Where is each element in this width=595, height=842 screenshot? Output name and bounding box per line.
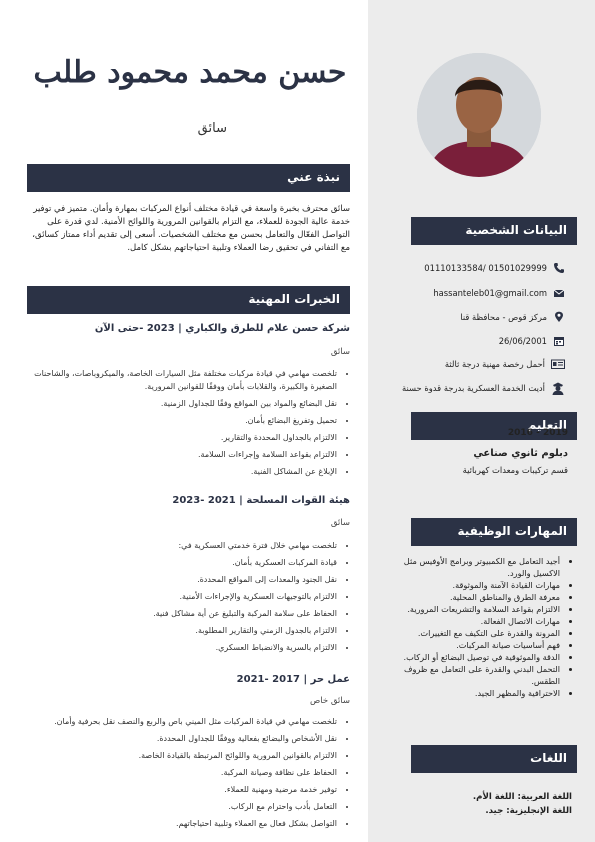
military-icon bbox=[551, 381, 565, 395]
education-degree: دبلوم ثانوي صناعي bbox=[473, 448, 568, 459]
list-item: • المرونة والقدرة على التكيف مع التغييرات. bbox=[380, 627, 560, 639]
job-role: سائق خاص bbox=[310, 696, 350, 706]
list-item: • معرفة الطرق والمناطق المحلية. bbox=[380, 591, 560, 603]
job-role: سائق bbox=[330, 518, 350, 528]
list-item: • تلخصت مهامي في قيادة المركبات مثل الميني باص والربع والنصف نقل بحرفية وأمان. bbox=[25, 716, 337, 729]
location-icon bbox=[553, 311, 565, 323]
email-row bbox=[385, 287, 565, 299]
list-item: • قيادة المركبات العسكرية بأمان. bbox=[25, 557, 337, 570]
list-item: • نقل البضائع والمواد بين المواقع وفقًا للجداول الزمنية. bbox=[25, 398, 337, 411]
birth-text: 26/06/2001 bbox=[498, 336, 547, 346]
language-item: اللغة الإنجليزية: جيد. bbox=[485, 806, 572, 816]
list-item: • التعامل بأدب واحترام مع الركاب. bbox=[25, 801, 337, 814]
personal-info-title: البيانات الشخصية bbox=[411, 217, 577, 245]
list-item: • الالتزام بالقوانين المرورية واللوائح المرتبطة بالقيادة الخاصة. bbox=[25, 750, 337, 763]
list-item: • تلخصت مهامي خلال فترة خدمتي العسكرية في: bbox=[25, 540, 337, 553]
list-item: • الاحترافية والمظهر الجيد. bbox=[380, 687, 560, 699]
address-row bbox=[385, 311, 565, 323]
phone-text: 01110133584/ 01501029999 bbox=[424, 263, 547, 273]
languages-title: اللغات bbox=[411, 745, 577, 773]
full-name: حسن محمد محمود طلب bbox=[33, 55, 347, 90]
list-item: • الحفاظ على نظافة وصيانة المركبة. bbox=[25, 767, 337, 780]
experience-title: الخبرات المهنية bbox=[27, 286, 350, 314]
skills-list bbox=[380, 555, 570, 699]
list-item: • فهم أساسيات صيانة المركبات. bbox=[380, 639, 560, 651]
license-icon bbox=[551, 358, 565, 370]
list-item: • نقل الجنود والمعدات إلى المواقع المحددة. bbox=[25, 574, 337, 587]
phone-icon bbox=[553, 262, 565, 274]
military-row bbox=[385, 381, 565, 395]
job-duties bbox=[25, 368, 337, 483]
list-item: • الدقة والموثوقية في توصيل البضائع أو الركاب. bbox=[380, 651, 560, 663]
list-item: • تحميل وتفريغ البضائع بأمان. bbox=[25, 415, 337, 428]
skills-title: المهارات الوظيفية bbox=[411, 518, 577, 546]
list-item: • الالتزام بقواعد السلامة والتشريعات المرورية. bbox=[380, 603, 560, 615]
list-item: • التواصل بشكل فعال مع العملاء وتلبية احتياجاتهم. bbox=[25, 818, 337, 831]
job-role: سائق bbox=[330, 347, 350, 357]
job-duties bbox=[25, 540, 337, 659]
calendar-icon bbox=[553, 335, 565, 347]
address-text: مركز قوص - محافظة قنا bbox=[460, 312, 547, 322]
languages-list bbox=[473, 790, 572, 818]
email-icon bbox=[553, 287, 565, 299]
list-item: • الالتزام بالجدول الزمني والتقارير المطلوبة. bbox=[25, 625, 337, 638]
education-years: 2016 - 2019 bbox=[507, 428, 568, 438]
job-title: سائق bbox=[197, 121, 227, 136]
list-item: • الحفاظ على سلامة المركبة والتبليغ عن أية مشاكل فنية. bbox=[25, 608, 337, 621]
list-item: • مهارات الاتصال الفعالة. bbox=[380, 615, 560, 627]
military-text: أديت الخدمة العسكرية بدرجة قدوة حسنة bbox=[402, 383, 545, 393]
list-item: • الالتزام بالتوجيهات العسكرية والإجراءات الأمنية. bbox=[25, 591, 337, 604]
job-heading: هيئة القوات المسلحة | 2021 -2023 bbox=[172, 495, 350, 506]
phone-row bbox=[385, 262, 565, 274]
job-heading: عمل حر | 2017 -2021 bbox=[236, 674, 350, 685]
list-item: • أجيد التعامل مع الكمبيوتر وبرامج الأوفيس مثل الاكسيل والورد. bbox=[380, 555, 560, 579]
list-item: • الالتزام بالجداول المحددة والتقارير. bbox=[25, 432, 337, 445]
sidebar bbox=[368, 0, 595, 842]
job-duties bbox=[25, 716, 337, 835]
profile-photo bbox=[417, 53, 541, 177]
birth-row bbox=[385, 335, 565, 347]
list-item: • الالتزام بالسرية والانضباط العسكري. bbox=[25, 642, 337, 655]
list-item: • نقل الأشخاص والبضائع بفعالية ووفقًا للجداول المحددة. bbox=[25, 733, 337, 746]
job-heading: شركة حسن علام للطرق والكباري | 2023 -حتى الآن bbox=[94, 323, 350, 334]
list-item: • توفير خدمة مرضية ومهنية للعملاء. bbox=[25, 784, 337, 797]
email-text: hassanteleb01@gmail.com bbox=[433, 288, 547, 298]
language-item: اللغة العربية: اللغة الأم. bbox=[472, 792, 572, 802]
list-item: • التحمل البدني والقدرة على التعامل مع ظروف الطقس. bbox=[380, 663, 560, 687]
education-title: التعليم bbox=[411, 412, 577, 440]
about-title: نبذة عني bbox=[27, 164, 350, 192]
list-item: • الالتزام بقواعد السلامة وإجراءات السلامة. bbox=[25, 449, 337, 462]
list-item: • تلخصت مهامي في قيادة مركبات مختلفة مثل السيارات الخاصة، والميكروباصات، والشاحنات الصغيرة والكبيرة، والقلابات بأمان ووفقًا للقوانين المرورية. bbox=[25, 368, 337, 393]
license-row bbox=[385, 358, 565, 370]
about-text: سائق محترف بخبرة واسعة في قيادة مختلف أنواع المركبات بمهارة وأمان. متميز في توفير خدمة عالية الجودة للعملاء، مع التزام بالقوانين المرورية واللوائح الأمنية. لدي قدرة على التواصل الفعّال والتعامل بحسن مع مختلف الشخصيات. أسعى إلى تقديم أداء ممتاز كسائق، مع التفاني في تحقيق رضا العملاء وتلبية احتياجاتهم بشكل كامل. bbox=[32, 204, 350, 253]
list-item: • الإبلاغ عن المشاكل الفنية. bbox=[25, 466, 337, 479]
license-text: أحمل رخصة مهنية درجة ثالثة bbox=[444, 359, 545, 369]
list-item: • مهارات القيادة الآمنة والموثوقة. bbox=[380, 579, 560, 591]
education-field: قسم تركيبات ومعدات كهربائية bbox=[462, 465, 568, 475]
